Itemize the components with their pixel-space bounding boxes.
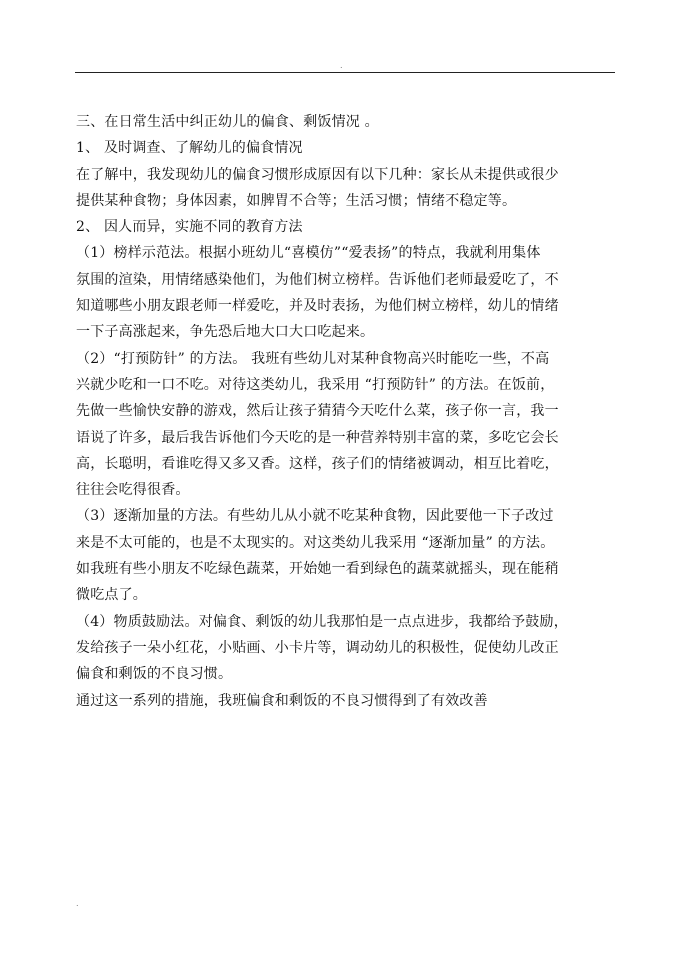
document-body: [76, 109, 616, 714]
text-line: 1、 及时调查、了解幼儿的偏食情况: [76, 140, 303, 157]
text-line: 提供某种食物；身体因素，如脾胃不合等；生活习惯；情绪不稳定等。: [76, 192, 517, 209]
text-line: 在了解中，我发现幼儿的偏食习惯形成原因有以下几种：家长从未提供或很少: [76, 166, 559, 183]
text-line: 2、 因人而异，实施不同的教育方法: [76, 219, 303, 236]
text-line: 高，长聪明，看谁吃得又多又香。这样，孩子们的情绪被调动，相互比着吃，: [76, 455, 559, 472]
text-line: （2）“打预防针” 的方法。 我班有些幼儿对某种食物高兴时能吃一些，不高: [76, 350, 550, 367]
text-line: 偏食和剩饭的不良习惯。: [76, 666, 233, 683]
text-line: （1）榜样示范法。根据小班幼儿“喜模仿”“爱表扬”的特点，我就利用集体: [76, 245, 541, 262]
text-line: 微吃点了。: [76, 587, 147, 604]
text-line: 三、在日常生活中纠正幼儿的偏食、剩饭情况 。: [76, 114, 379, 130]
text-line: 语说了许多，最后我告诉他们今天吃的是一种营养特别丰富的菜，多吃它会长: [76, 429, 559, 446]
text-line: 发给孩子一朵小红花，小贴画、小卡片等，调动幼儿的积极性，促使幼儿改正: [76, 639, 559, 656]
footer-dot: .: [76, 899, 79, 908]
text-line: 兴就少吃和一口不吃。对待这类幼儿，我采用 “打预防针” 的方法。在饭前，: [76, 376, 555, 393]
text-line: 氛围的渲染，用情绪感染他们，为他们树立榜样。告诉他们老师最爱吃了，不: [76, 271, 559, 288]
header-dot: .: [340, 61, 343, 70]
text-line: 知道哪些小朋友跟老师一样爱吃，并及时表扬，为他们树立榜样，幼儿的情绪: [76, 298, 559, 315]
text-line: 先做一些愉快安静的游戏，然后让孩子猜猜今天吃什么菜，孩子你一言，我一: [76, 403, 559, 420]
text-line: 往往会吃得很香。: [76, 482, 190, 499]
text-line: 如我班有些小朋友不吃绿色蔬菜，开始她一看到绿色的蔬菜就摇头，现在能稍: [76, 561, 559, 578]
header-rule: [75, 72, 615, 73]
text-line: 一下子高涨起来，争先恐后地大口大口吃起来。: [76, 324, 375, 341]
text-line: 通过这一系列的措施，我班偏食和剩饭的不良习惯得到了有效改善: [76, 692, 488, 709]
text-line: 来是不太可能的，也是不太现实的。对这类幼儿我采用 “逐渐加量” 的方法。: [76, 534, 555, 551]
text-line: （4）物质鼓励法。对偏食、剩饭的幼儿我那怕是一点点进步，我都给予鼓励，: [76, 613, 568, 630]
text-line: （3）逐渐加量的方法。有些幼儿从小就不吃某种食物，因此要他一下子改过: [76, 508, 554, 525]
